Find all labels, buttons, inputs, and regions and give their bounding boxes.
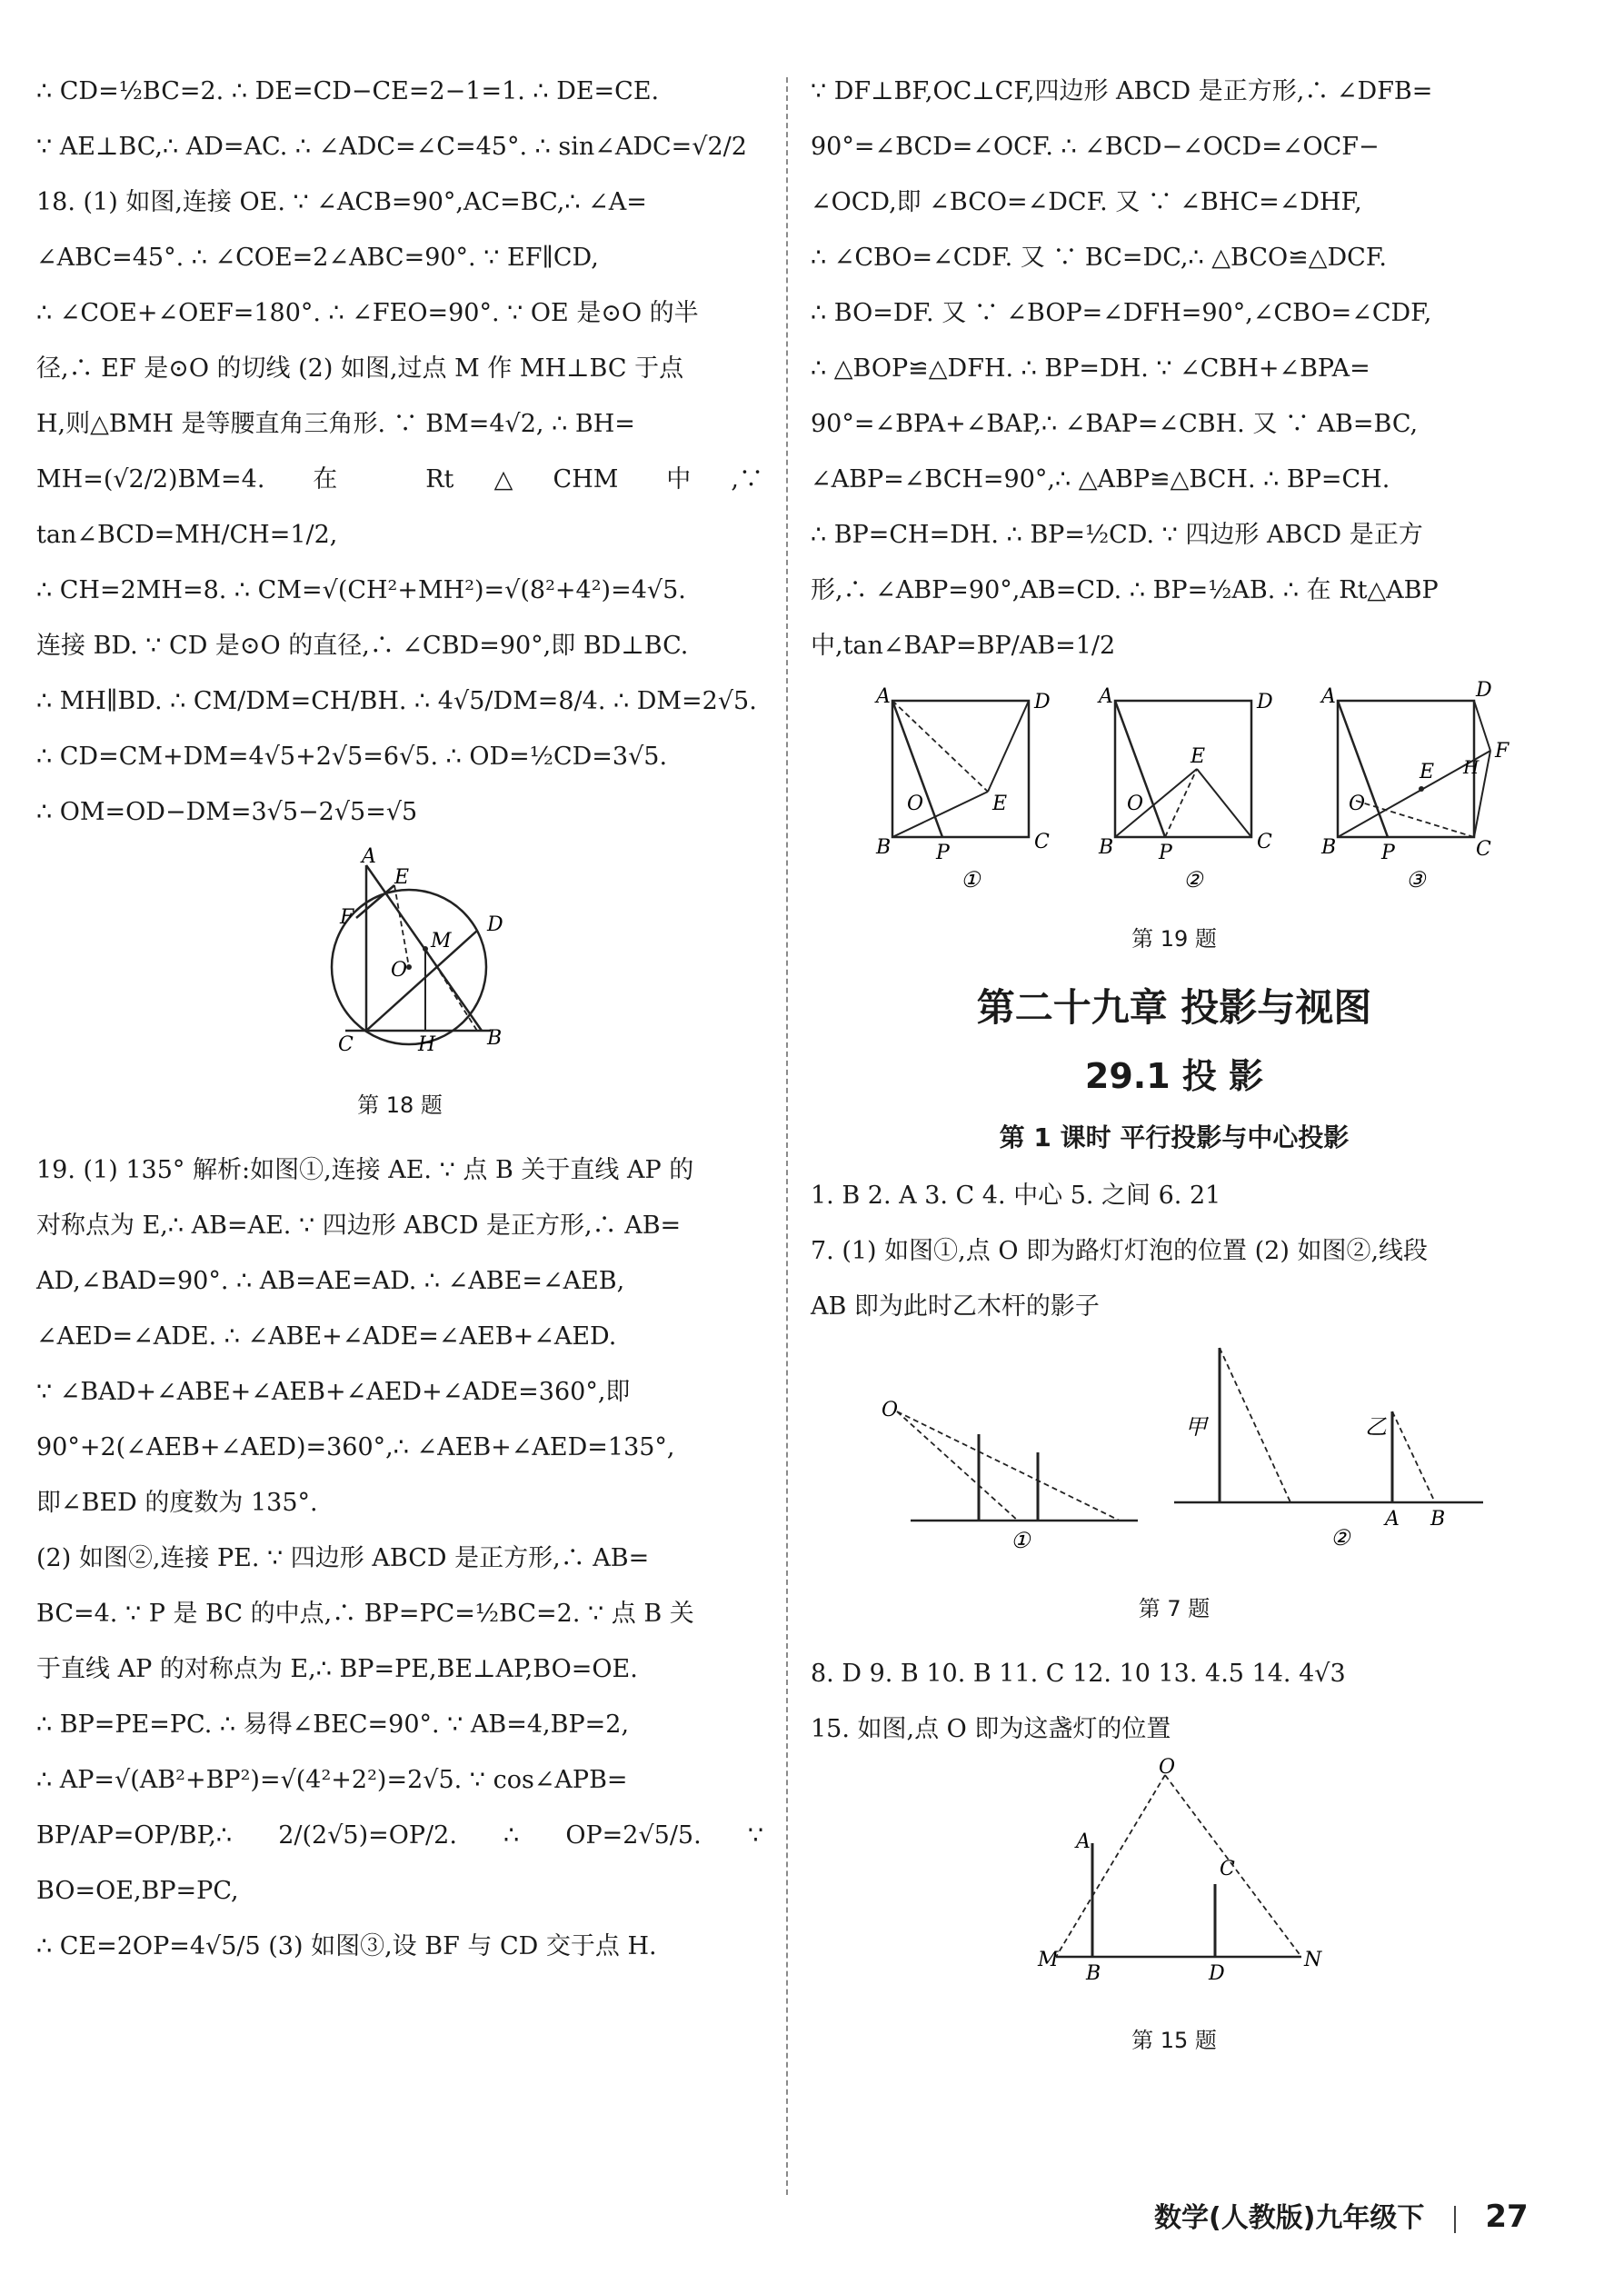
fig19-sub-1 — [874, 685, 1051, 893]
svg-text:O: O — [1127, 793, 1144, 815]
svg-text:A: A — [876, 685, 891, 708]
text-line: ∴ BP=PE=PC. ∴ 易得∠BEC=90°. ∵ AB=4,BP=2, — [36, 1711, 630, 1739]
lesson-title: 第 1 课时 平行投影与中心投影 — [999, 1122, 1350, 1152]
text-line: ∠ABC=45°. ∴ ∠COE=2∠ABC=90°. ∵ EF∥CD, — [36, 244, 599, 272]
text-line: ∴ ∠COE+∠OEF=180°. ∴ ∠FEO=90°. ∵ OE 是⊙O 的半 — [36, 299, 699, 327]
svg-text:D: D — [1257, 691, 1273, 713]
text-line: ∠ABP=∠BCH=90°,∴ △ABP≌△BCH. ∴ BP=CH. — [811, 465, 1390, 494]
svg-text:O: O — [907, 793, 924, 815]
svg-text:E: E — [992, 793, 1008, 815]
svg-text:D: D — [1476, 679, 1492, 702]
left-column — [36, 64, 763, 1974]
text-line: ∴ △BOP≌△DFH. ∴ BP=DH. ∵ ∠CBH+∠BPA= — [811, 354, 1370, 383]
svg-text:P: P — [936, 842, 950, 864]
svg-text:C: C — [1034, 831, 1050, 853]
svg-text:E: E — [1191, 745, 1206, 768]
figure-7-diagram — [856, 1343, 1492, 1561]
text-line: BP/AP=OP/BP,∴ 2/(2√5)=OP/2. ∴ OP=2√5/5. ∵ BO=OE,BP=PC, — [36, 1821, 763, 1905]
text-line: ∵ ∠BAD+∠ABE+∠AEB+∠AED+∠ADE=360°,即 — [36, 1378, 631, 1406]
fig7-label: ① — [1011, 1528, 1031, 1553]
text-line: 7. (1) 如图①,点 O 即为路灯灯泡的位置 (2) 如图②,线段 — [811, 1237, 1429, 1265]
fig15-label: O — [1159, 1756, 1176, 1779]
fig7-label: ② — [1330, 1525, 1350, 1551]
fig7-label: A — [1385, 1508, 1400, 1531]
text-line: 对称点为 E,∴ AB=AE. ∵ 四边形 ABCD 是正方形,∴ AB= — [36, 1212, 682, 1240]
text-line: H,则△BMH 是等腰直角三角形. ∵ BM=4√2, ∴ BH= — [36, 410, 635, 438]
svg-text:O: O — [1349, 793, 1366, 815]
svg-text:A: A — [1099, 685, 1113, 708]
fig19-sub-3 — [1320, 679, 1509, 893]
text-line: BC=4. ∵ P 是 BC 的中点,∴ BP=PC=½BC=2. ∵ 点 B 关 — [36, 1600, 694, 1628]
fig18-label: D — [487, 913, 503, 936]
fig15-label: N — [1304, 1949, 1322, 1971]
fig18-label: M — [431, 930, 452, 952]
fig15-label: D — [1209, 1962, 1225, 1985]
text-line: 19. (1) 135° 解析:如图①,连接 AE. ∵ 点 B 关于直线 AP 的 — [36, 1156, 694, 1184]
figure-19 — [811, 679, 1538, 967]
text-line: 连接 BD. ∵ CD 是⊙O 的直径,∴ ∠CBD=90°,即 BD⊥BC. — [36, 632, 689, 660]
text-line: 径,∴ EF 是⊙O 的切线 (2) 如图,过点 M 作 MH⊥BC 于点 — [36, 354, 684, 383]
svg-text:C: C — [1476, 838, 1491, 861]
text-line: ∠OCD,即 ∠BCO=∠DCF. 又 ∵ ∠BHC=∠DHF, — [811, 188, 1362, 216]
figure-18-diagram — [282, 845, 518, 1058]
text-line: ∵ DF⊥BF,OC⊥CF,四边形 ABCD 是正方形,∴ ∠DFB= — [811, 77, 1433, 105]
text-line: ∴ CE=2OP=4√5/5 (3) 如图③,设 BF 与 CD 交于点 H. — [36, 1932, 657, 1960]
svg-text:P: P — [1159, 842, 1172, 864]
fig15-label: M — [1038, 1949, 1059, 1971]
text-line: ∵ AE⊥BC,∴ AD=AC. ∴ ∠ADC=∠C=45°. ∴ sin∠ADC=√2/2 — [36, 133, 747, 161]
fig7-label: O — [882, 1399, 899, 1421]
figure-15-caption: 第 15 题 — [1131, 2028, 1217, 2053]
svg-text:E: E — [1420, 761, 1435, 783]
text-line: ∴ ∠CBO=∠CDF. 又 ∵ BC=DC,∴ △BCO≌△DCF. — [811, 244, 1387, 272]
section-title: 29.1 投 影 — [1084, 1056, 1264, 1096]
fig19-sub-label: ① — [961, 867, 981, 893]
figure-18 — [36, 845, 763, 1133]
fig19-sub-label: ② — [1183, 867, 1203, 893]
svg-text:P: P — [1381, 842, 1395, 864]
svg-text:A: A — [1321, 685, 1336, 708]
fig15-label: A — [1076, 1830, 1091, 1853]
fig18-label: O — [391, 959, 408, 982]
fig15-label: C — [1220, 1858, 1235, 1880]
figure-7-caption: 第 7 题 — [1138, 1596, 1211, 1621]
fig18-label: H — [418, 1033, 436, 1056]
svg-text:B: B — [876, 836, 892, 859]
fig19-sub-label: ③ — [1406, 867, 1426, 893]
fig7-label: 乙 — [1365, 1414, 1387, 1440]
right-column — [811, 64, 1538, 2078]
answers-line: 8. D 9. B 10. B 11. C 12. 10 13. 4.5 14. 4√3 — [811, 1660, 1346, 1688]
text-line: ∴ CH=2MH=8. ∴ CM=√(CH²+MH²)=√(8²+4²)=4√5. — [36, 576, 686, 604]
text-line: ∴ CD=CM+DM=4√5+2√5=6√5. ∴ OD=½CD=3√5. — [36, 743, 668, 771]
svg-text:D: D — [1034, 691, 1051, 713]
text-line: ∴ CD=½BC=2. ∴ DE=CD−CE=2−1=1. ∴ DE=CE. — [36, 77, 660, 105]
figure-7 — [811, 1343, 1538, 1637]
fig19-sub-2 — [1097, 685, 1273, 893]
answers-line: 1. B 2. A 3. C 4. 中心 5. 之间 6. 21 — [811, 1182, 1221, 1210]
fig18-label: A — [362, 845, 376, 868]
figure-15-diagram — [1029, 1756, 1322, 1993]
text-line: ∴ OM=OD−DM=3√5−2√5=√5 — [36, 798, 418, 826]
fig7-sub-1 — [882, 1399, 1138, 1553]
text-line: 18. (1) 如图,连接 OE. ∵ ∠ACB=90°,AC=BC,∴ ∠A= — [36, 188, 647, 216]
fig15-label: B — [1086, 1962, 1101, 1985]
chapter-title: 第二十九章 投影与视图 — [976, 985, 1372, 1030]
text-line: 90°=∠BPA+∠BAP,∴ ∠BAP=∠CBH. 又 ∵ AB=BC, — [811, 410, 1419, 438]
svg-text:B: B — [1099, 836, 1114, 859]
figure-19-caption: 第 19 题 — [1131, 926, 1217, 952]
footer-divider — [1454, 2206, 1456, 2233]
fig7-label: B — [1430, 1508, 1446, 1531]
text-line: ∴ AP=√(AB²+BP²)=√(4²+2²)=2√5. ∵ cos∠APB= — [36, 1766, 628, 1794]
text-line: AD,∠BAD=90°. ∴ AB=AE=AD. ∴ ∠ABE=∠AEB, — [36, 1267, 625, 1295]
text-line: ∴ MH∥BD. ∴ CM/DM=CH/BH. ∴ 4√5/DM=8/4. ∴ DM=2√5. — [36, 687, 757, 715]
text-line: 即∠BED 的度数为 135°. — [36, 1489, 318, 1517]
fig18-label: F — [340, 906, 354, 929]
fig7-sub-2 — [1174, 1348, 1483, 1551]
text-line: 形,∴ ∠ABP=90°,AB=CD. ∴ BP=½AB. ∴ 在 Rt△ABP — [811, 576, 1439, 604]
text-line: ∴ BO=DF. 又 ∵ ∠BOP=∠DFH=90°,∠CBO=∠CDF, — [811, 299, 1432, 327]
text-line: MH=(√2/2)BM=4. 在 Rt△CHM 中,∵ tan∠BCD=MH/CH=1/2, — [36, 465, 763, 549]
figure-18-caption: 第 18 题 — [357, 1092, 443, 1118]
text-line: ∠AED=∠ADE. ∴ ∠ABE+∠ADE=∠AEB+∠AED. — [36, 1322, 617, 1351]
book-title: 数学(人教版)九年级下 — [1154, 2202, 1425, 2234]
svg-text:H: H — [1463, 756, 1480, 778]
fig18-label: C — [338, 1033, 354, 1056]
text-line: 90°+2(∠AEB+∠AED)=360°,∴ ∠AEB+∠AED=135°, — [36, 1433, 675, 1461]
column-divider — [786, 77, 788, 2195]
text-line: (2) 如图②,连接 PE. ∵ 四边形 ABCD 是正方形,∴ AB= — [36, 1544, 650, 1572]
fig18-label: E — [394, 866, 410, 889]
text-line: 90°=∠BCD=∠OCF. ∴ ∠BCD−∠OCD=∠OCF− — [811, 133, 1380, 161]
fig18-label: B — [487, 1027, 503, 1050]
svg-text:B: B — [1321, 836, 1337, 859]
text-line: ∴ BP=CH=DH. ∴ BP=½CD. ∵ 四边形 ABCD 是正方 — [811, 521, 1423, 549]
fig7-label: 甲 — [1185, 1414, 1207, 1440]
svg-text:F: F — [1495, 740, 1509, 763]
svg-text:C: C — [1257, 831, 1272, 853]
page-number: 27 — [1485, 2199, 1529, 2235]
text-line: 15. 如图,点 O 即为这盏灯的位置 — [811, 1715, 1171, 1743]
page-footer — [1154, 2195, 1529, 2235]
figure-15 — [811, 1756, 1538, 2069]
text-line: AB 即为此时乙木杆的影子 — [811, 1292, 1100, 1321]
figure-19-diagram — [829, 679, 1519, 893]
text-line: 中,tan∠BAP=BP/AB=1/2 — [811, 632, 1116, 660]
text-line: 于直线 AP 的对称点为 E,∴ BP=PE,BE⊥AP,BO=OE. — [36, 1655, 638, 1683]
